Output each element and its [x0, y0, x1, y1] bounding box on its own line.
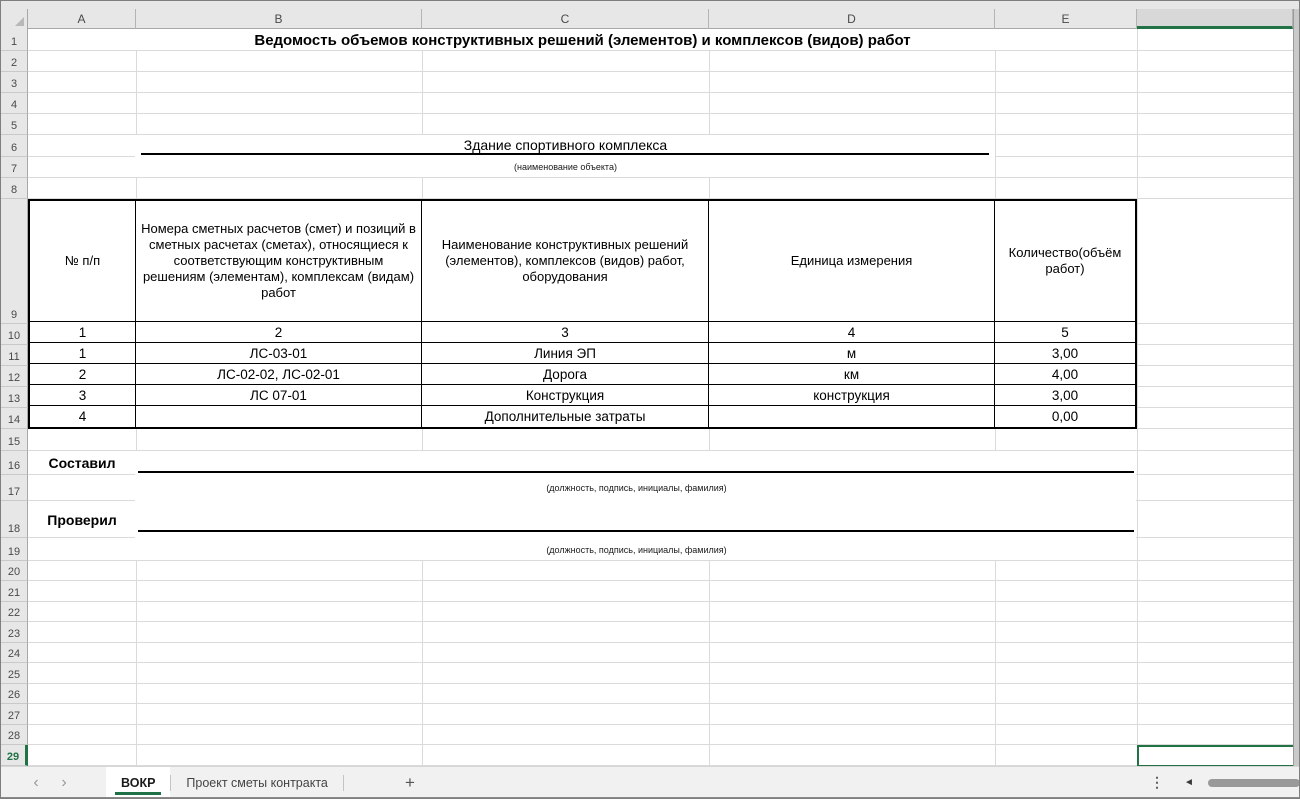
select-all-button[interactable] [1, 9, 28, 29]
horizontal-scrollbar-thumb[interactable] [1208, 779, 1300, 787]
table-data-cell-r1[interactable]: 3,00 [995, 343, 1135, 364]
h-gridline [28, 683, 1293, 684]
row-header-10[interactable]: 10 [1, 324, 28, 345]
window-top-edge [1, 1, 1300, 9]
h-gridline [28, 580, 1293, 581]
h-gridline [28, 642, 1293, 643]
prev-sheet-icon[interactable]: ‹ [33, 773, 39, 791]
signature-line-checked [138, 530, 1134, 532]
sheet-tab-inactive[interactable]: Проект сметы контракта [186, 775, 328, 790]
object-name-underline [141, 153, 989, 155]
works-table [28, 199, 1137, 429]
signature-label-checked: Проверил [47, 511, 117, 528]
table-header-cell[interactable]: Номера сметных расчетов (смет) и позиций в сметных расчетах (сметах), относящиеся к соответствующим конструктивным решениям (элементам), комплексам (видам) работ [136, 201, 422, 322]
column-header-d[interactable]: D [709, 9, 995, 29]
h-gridline [28, 662, 1293, 663]
table-column-number-cell[interactable]: 4 [709, 322, 995, 343]
table-column-number-cell[interactable]: 2 [136, 322, 422, 343]
signature-line-compiled [138, 471, 1134, 473]
table-data-cell-r2[interactable]: ЛС-02-02, ЛС-02-01 [136, 364, 422, 385]
h-gridline [28, 621, 1293, 622]
table-header-cell[interactable]: Наименование конструктивных решений (элементов), комплексов (видов) работ, оборудования [422, 201, 709, 322]
column-header-e[interactable]: E [995, 9, 1137, 29]
row-header-16[interactable]: 16 [1, 451, 28, 475]
scroll-left-icon[interactable]: ◄ [1184, 777, 1194, 788]
h-gridline [28, 601, 1293, 602]
row-header-9[interactable]: 9 [1, 199, 28, 324]
h-gridline [28, 92, 1293, 93]
h-gridline [28, 744, 1293, 745]
table-data-cell-r2[interactable]: км [709, 364, 995, 385]
h-gridline [28, 113, 1293, 114]
row-header-12[interactable]: 12 [1, 366, 28, 387]
h-gridline [28, 71, 1293, 72]
column-headers [1, 9, 1300, 29]
row-header-6[interactable]: 6 [1, 135, 28, 157]
row-header-20[interactable]: 20 [1, 561, 28, 581]
row-header-7[interactable]: 7 [1, 157, 28, 178]
row-header-5[interactable]: 5 [1, 114, 28, 135]
table-header-cell[interactable]: Количество(объём работ) [995, 201, 1135, 322]
table-column-number-cell[interactable]: 3 [422, 322, 709, 343]
table-column-number-cell[interactable]: 5 [995, 322, 1135, 343]
table-data-cell-r3[interactable]: 3 [30, 385, 136, 406]
table-column-number-cell[interactable]: 1 [30, 322, 136, 343]
row-header-1[interactable]: 1 [1, 29, 28, 51]
row-header-26[interactable]: 26 [1, 684, 28, 704]
selected-cell[interactable] [1137, 745, 1295, 767]
object-name-hint: (наименование объекта) [514, 162, 617, 172]
row-header-28[interactable]: 28 [1, 725, 28, 745]
row-header-3[interactable]: 3 [1, 72, 28, 93]
table-data-cell-r4[interactable] [709, 406, 995, 427]
table-data-cell-r4[interactable]: 4 [30, 406, 136, 427]
column-header-a[interactable]: A [28, 9, 136, 29]
row-header-4[interactable]: 4 [1, 93, 28, 114]
row-header-17[interactable]: 17 [1, 475, 28, 501]
row-header-11[interactable]: 11 [1, 345, 28, 366]
table-data-cell-r1[interactable]: Линия ЭП [422, 343, 709, 364]
row-header-24[interactable]: 24 [1, 643, 28, 663]
row-header-15[interactable]: 15 [1, 429, 28, 451]
column-header-b[interactable]: B [136, 9, 422, 29]
object-name: Здание спортивного комплекса [463, 136, 668, 153]
column-header-c[interactable]: C [422, 9, 709, 29]
signature-hint-checked: (должность, подпись, инициалы, фамилия) [546, 544, 727, 555]
row-header-8[interactable]: 8 [1, 178, 28, 199]
h-gridline [28, 177, 1293, 178]
table-data-cell-r3[interactable]: Конструкция [422, 385, 709, 406]
table-data-cell-r3[interactable]: 3,00 [995, 385, 1135, 406]
window-right-edge [1293, 9, 1300, 766]
tabbar-splitter-icon[interactable]: ⋮ [1150, 774, 1164, 790]
v-gridline [1137, 29, 1138, 766]
row-header-23[interactable]: 23 [1, 622, 28, 643]
row-header-22[interactable]: 22 [1, 602, 28, 622]
table-header-cell[interactable]: Единица измерения [709, 201, 995, 322]
add-sheet-button[interactable]: + [405, 772, 415, 792]
sheet-tab-bar [1, 766, 1300, 797]
table-data-cell-r4[interactable]: Дополнительные затраты [422, 406, 709, 427]
h-gridline [28, 724, 1293, 725]
table-data-cell-r2[interactable]: 4,00 [995, 364, 1135, 385]
row-header-14[interactable]: 14 [1, 408, 28, 429]
table-data-cell-r1[interactable]: м [709, 343, 995, 364]
table-data-cell-r1[interactable]: ЛС-03-01 [136, 343, 422, 364]
row-header-27[interactable]: 27 [1, 704, 28, 725]
row-header-29[interactable]: 29 [1, 745, 28, 766]
table-data-cell-r4[interactable]: 0,00 [995, 406, 1135, 427]
row-header-18[interactable]: 18 [1, 501, 28, 538]
row-header-25[interactable]: 25 [1, 663, 28, 684]
h-gridline [28, 703, 1293, 704]
signature-label-compiled: Составил [48, 455, 116, 471]
row-header-2[interactable]: 2 [1, 51, 28, 72]
row-header-21[interactable]: 21 [1, 581, 28, 602]
table-data-cell-r3[interactable]: конструкция [709, 385, 995, 406]
table-data-cell-r2[interactable]: 2 [30, 364, 136, 385]
row-header-13[interactable]: 13 [1, 387, 28, 408]
signature-hint-compiled: (должность, подпись, инициалы, фамилия) [546, 483, 727, 493]
sheet-tab-active[interactable]: ВОКР [106, 767, 170, 798]
tab-divider [343, 775, 344, 791]
table-data-cell-r3[interactable]: ЛС 07-01 [136, 385, 422, 406]
table-data-cell-r1[interactable]: 1 [30, 343, 136, 364]
column-header-selected[interactable] [1137, 9, 1293, 29]
next-sheet-icon[interactable]: › [61, 773, 67, 791]
row-header-19[interactable]: 19 [1, 538, 28, 561]
table-data-cell-r2[interactable]: Дорога [422, 364, 709, 385]
document-title: Ведомость объемов конструктивных решений (элементов) и комплексов (видов) работ [254, 31, 911, 49]
sheet-tabs [106, 767, 344, 798]
table-data-cell-r4[interactable] [136, 406, 422, 427]
table-header-cell[interactable]: № п/п [30, 201, 136, 322]
